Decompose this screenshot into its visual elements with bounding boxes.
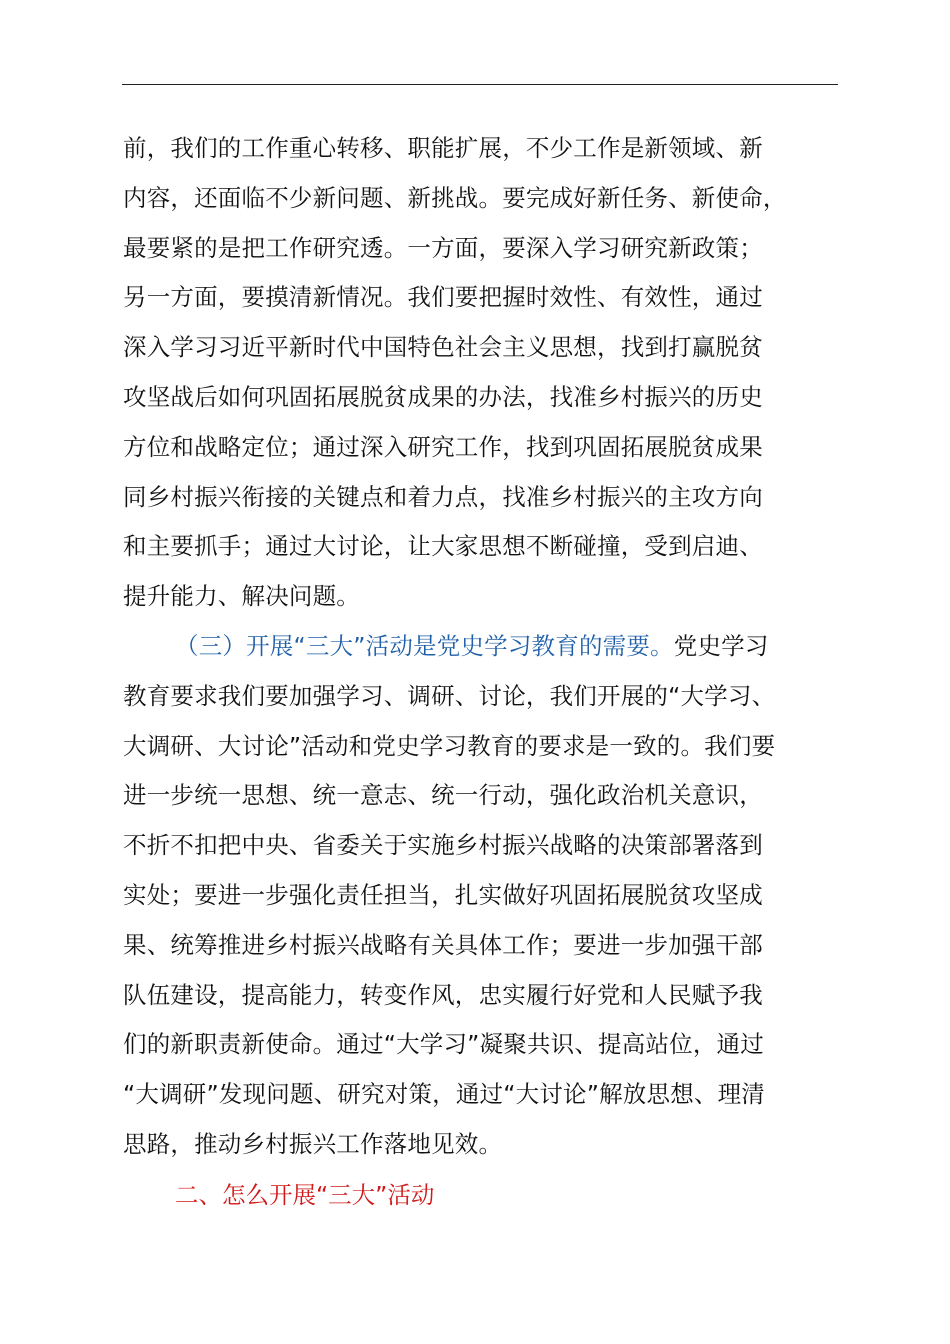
- paragraph-line: 思路，推动乡村振兴工作落地见效。: [123, 1129, 503, 1158]
- paragraph-line: 内容，还面临不少新问题、新挑战。要完成好新任务、新使命，: [123, 183, 787, 212]
- paragraph-line: 攻坚战后如何巩固拓展脱贫成果的办法，找准乡村振兴的历史: [123, 382, 763, 411]
- paragraph-line: 提升能力、解决问题。: [123, 582, 360, 611]
- paragraph-line: 果、统筹推进乡村振兴战略有关具体工作；要进一步加强干部: [123, 930, 763, 959]
- paragraph-line: 最要紧的是把工作研究透。一方面，要深入学习研究新政策；: [123, 233, 763, 262]
- paragraph-line: 们的新职责新使命。通过“大学习”凝聚共识、提高站位，通过: [123, 1030, 764, 1059]
- paragraph-line: 队伍建设，提高能力，转变作风，忠实履行好党和人民赋予我: [123, 980, 763, 1009]
- paragraph-line: 不折不扣把中央、省委关于实施乡村振兴战略的决策部署落到: [123, 831, 763, 860]
- subsection-heading: （三）开展“三大”活动是党史学习教育的需要。: [175, 632, 674, 660]
- paragraph-2: [123, 622, 839, 1170]
- paragraph-line: 同乡村振兴衔接的关键点和着力点，找准乡村振兴的主攻方向: [123, 482, 763, 511]
- paragraph-1: [123, 124, 839, 622]
- header-rule: [122, 84, 838, 85]
- section-heading: 二、怎么开展“三大”活动: [175, 1181, 435, 1209]
- paragraph-line: 深入学习习近平新时代中国特色社会主义思想，找到打赢脱贫: [123, 333, 763, 362]
- paragraph-line: 和主要抓手；通过大讨论，让大家思想不断碰撞，受到启迪、: [123, 532, 763, 561]
- paragraph-line-rest: 党史学习: [673, 632, 769, 660]
- paragraph-line: 方位和战略定位；通过深入研究工作，找到巩固拓展脱贫成果: [123, 432, 763, 461]
- paragraph-line: 前，我们的工作重心转移、职能扩展，不少工作是新领域、新: [123, 134, 763, 162]
- paragraph-line: 进一步统一思想、统一意志、统一行动，强化政治机关意识，: [123, 781, 763, 810]
- paragraph-line: 大调研、大讨论”活动和党史学习教育的要求是一致的。我们要: [123, 731, 776, 760]
- paragraph-line: 教育要求我们要加强学习、调研、讨论，我们开展的“大学习、: [123, 681, 776, 710]
- paragraph-line: 实处；要进一步强化责任担当，扎实做好巩固拓展脱贫攻坚成: [123, 880, 763, 909]
- paragraph-line: 另一方面，要摸清新情况。我们要把握时效性、有效性，通过: [123, 283, 763, 312]
- paragraph-line: “大调研”发现问题、研究对策，通过“大讨论”解放思想、理清: [123, 1080, 765, 1109]
- paragraph-first-line: [123, 622, 839, 672]
